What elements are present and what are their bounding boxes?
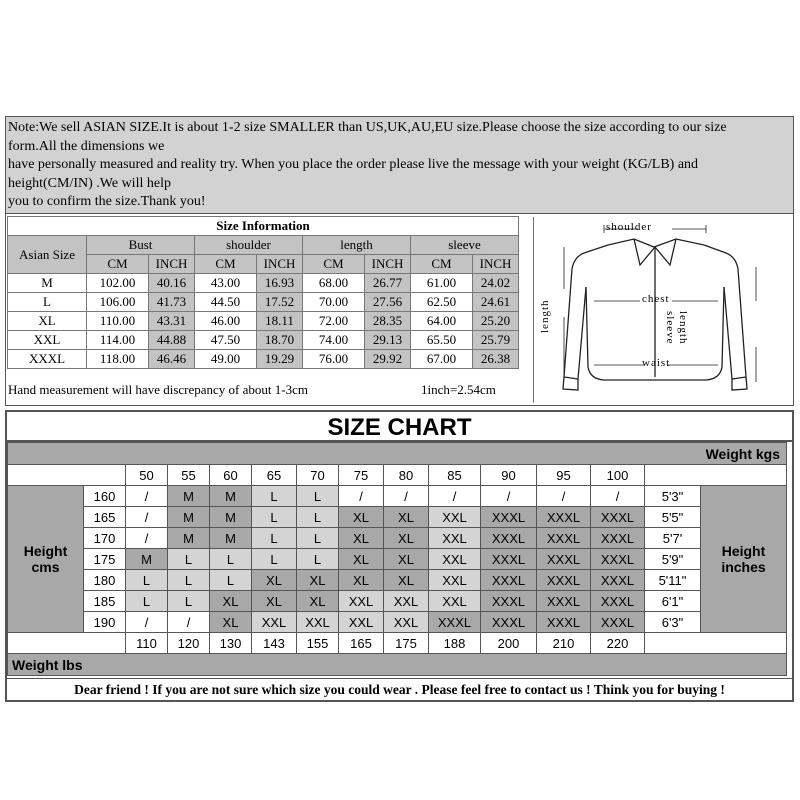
size-cell: /	[126, 486, 168, 507]
measure-value: 46.46	[149, 350, 195, 369]
weight-kg-header: 65	[252, 465, 297, 486]
size-cell: /	[126, 612, 168, 633]
size-cell: XL	[339, 528, 384, 549]
size-cell: M	[210, 486, 252, 507]
weight-kg-header: 95	[537, 465, 591, 486]
measure-value: 46.00	[195, 312, 257, 331]
measure-value: 19.29	[257, 350, 303, 369]
size-cell: XL	[297, 570, 339, 591]
size-cell: L	[252, 528, 297, 549]
measure-group-header: length	[303, 236, 411, 255]
measure-value: 44.50	[195, 293, 257, 312]
table-row	[8, 293, 519, 312]
weight-kg-header: 75	[339, 465, 384, 486]
size-cell: M	[168, 528, 210, 549]
size-cell: L	[168, 591, 210, 612]
weight-lb-header: 143	[252, 633, 297, 654]
size-cell: XXL	[429, 528, 481, 549]
size-cell: XXXL	[481, 528, 537, 549]
height-cms-label	[8, 486, 84, 633]
size-cell: /	[339, 486, 384, 507]
size-cell: XL	[210, 591, 252, 612]
weight-lb-header: 200	[481, 633, 537, 654]
height-inch-value: 5'11"	[645, 570, 701, 591]
empty-cell	[645, 465, 787, 486]
table-row	[8, 507, 787, 528]
measure-value: 17.52	[257, 293, 303, 312]
weight-kg-header: 90	[481, 465, 537, 486]
measure-value: 67.00	[411, 350, 473, 369]
height-cm-value: 180	[84, 570, 126, 591]
size-cell: XXXL	[591, 591, 645, 612]
size-cell: /	[384, 486, 429, 507]
size-cell: XXXL	[591, 549, 645, 570]
height-inch-value: 5'5"	[645, 507, 701, 528]
size-cell: XXXL	[537, 528, 591, 549]
measure-value: 24.02	[473, 274, 519, 293]
size-cell: M	[168, 507, 210, 528]
size-cell: XXXL	[591, 528, 645, 549]
size-cell: XXL	[384, 612, 429, 633]
size-chart	[5, 410, 794, 702]
note-line: you to confirm the size.Thank you!	[8, 194, 206, 209]
weight-lb-header: 110	[126, 633, 168, 654]
unit-header: CM	[411, 255, 473, 274]
measure-value: 65.50	[411, 331, 473, 350]
weight-lb-header: 155	[297, 633, 339, 654]
height-cms-text: cms	[31, 559, 60, 575]
size-cell: XL	[339, 507, 384, 528]
size-cell: XXXL	[481, 591, 537, 612]
size-cell: XL	[297, 591, 339, 612]
table-row	[8, 331, 519, 350]
unit-header: INCH	[257, 255, 303, 274]
weight-lbs-label: Weight lbs	[8, 654, 787, 676]
weight-kgs-label: Weight kgs	[8, 443, 787, 465]
size-cell: /	[429, 486, 481, 507]
size-cell: XXXL	[537, 507, 591, 528]
measure-value: 106.00	[87, 293, 149, 312]
size-cell: XXL	[384, 591, 429, 612]
size-cell: M	[210, 507, 252, 528]
size-cell: /	[126, 507, 168, 528]
size-cell: /	[537, 486, 591, 507]
size-cell: XXXL	[481, 507, 537, 528]
size-info-panel	[5, 116, 794, 406]
measure-value: 27.56	[365, 293, 411, 312]
size-cell: XXXL	[481, 549, 537, 570]
note-line: have personally measured and reality try. When you place the order please live the message with your weight (KG/LB) and	[8, 157, 699, 172]
size-cell: XXXL	[429, 612, 481, 633]
weight-kg-header: 80	[384, 465, 429, 486]
size-cell: L	[297, 528, 339, 549]
measure-value: 68.00	[303, 274, 365, 293]
size-cell: L	[126, 570, 168, 591]
weight-lb-header: 220	[591, 633, 645, 654]
measure-value: 49.00	[195, 350, 257, 369]
size-cell: L	[210, 549, 252, 570]
weight-kg-header: 70	[297, 465, 339, 486]
table-row	[8, 570, 787, 591]
height-inch-value: 5'7'	[645, 528, 701, 549]
weight-lb-header: 175	[384, 633, 429, 654]
measure-value: 18.70	[257, 331, 303, 350]
size-note	[6, 117, 793, 214]
measure-value: 28.35	[365, 312, 411, 331]
shirt-outline-icon	[534, 217, 792, 403]
size-cell: XXXL	[537, 591, 591, 612]
size-cell: XXXL	[591, 507, 645, 528]
size-cell: XL	[384, 570, 429, 591]
note-line: form.All the dimensions we	[8, 138, 165, 154]
table-row	[8, 591, 787, 612]
weight-kg-header: 85	[429, 465, 481, 486]
unit-header: INCH	[473, 255, 519, 274]
weight-kg-header: 55	[168, 465, 210, 486]
measure-value: 41.73	[149, 293, 195, 312]
height-inch-value: 6'1"	[645, 591, 701, 612]
size-cell: L	[252, 486, 297, 507]
note-line: Note:We sell ASIAN SIZE.It is about 1-2 size SMALLER than US,UK,AU,EU size.Please choose the size according to our size	[8, 120, 727, 135]
chest-label: chest	[642, 293, 670, 305]
shoulder-label: shoulder	[606, 221, 652, 233]
size-cell: XXL	[429, 591, 481, 612]
measure-value: 29.92	[365, 350, 411, 369]
height-cm-value: 185	[84, 591, 126, 612]
size-cell: M	[168, 486, 210, 507]
measure-value: 26.38	[473, 350, 519, 369]
measure-value: 64.00	[411, 312, 473, 331]
size-cell: L	[126, 591, 168, 612]
size-information-table	[7, 216, 519, 369]
height-inches-text: Height	[721, 543, 766, 559]
measure-value: 70.00	[303, 293, 365, 312]
height-inch-value: 5'9"	[645, 549, 701, 570]
height-inch-value: 6'3"	[645, 612, 701, 633]
weight-kg-header: 50	[126, 465, 168, 486]
size-chart-title: SIZE CHART	[7, 412, 792, 442]
size-cell: XXXL	[537, 612, 591, 633]
size-label: M	[8, 274, 87, 293]
size-cell: M	[210, 528, 252, 549]
size-label: XXL	[8, 331, 87, 350]
measure-value: 43.31	[149, 312, 195, 331]
sleeve-length-label: length	[677, 311, 689, 345]
shirt-measurement-diagram	[533, 217, 792, 403]
height-cm-value: 165	[84, 507, 126, 528]
size-cell: XXXL	[481, 612, 537, 633]
table-row	[8, 350, 519, 369]
height-inches-text: inches	[721, 559, 766, 575]
measure-group-header: shoulder	[195, 236, 303, 255]
size-cell: XXXL	[537, 549, 591, 570]
size-cell: /	[168, 612, 210, 633]
weight-lb-header: 165	[339, 633, 384, 654]
size-cell: XXL	[297, 612, 339, 633]
contact-footer: Dear friend ! If you are not sure which size you could wear . Please feel free to contact us ! Think you for buying !	[7, 678, 792, 701]
unit-header: CM	[87, 255, 149, 274]
measure-value: 43.00	[195, 274, 257, 293]
table-row	[8, 612, 787, 633]
measure-value: 29.13	[365, 331, 411, 350]
measure-value: 76.00	[303, 350, 365, 369]
table-row	[8, 274, 519, 293]
size-info-title: Size Information	[8, 217, 519, 236]
length-label: length	[539, 299, 551, 333]
size-cell: XXL	[252, 612, 297, 633]
height-cm-value: 170	[84, 528, 126, 549]
inch-conversion-note: 1inch=2.54cm	[421, 382, 496, 397]
table-row	[8, 549, 787, 570]
measure-value: 44.88	[149, 331, 195, 350]
measure-value: 25.20	[473, 312, 519, 331]
empty-cell	[8, 465, 126, 486]
weight-lb-header: 188	[429, 633, 481, 654]
measure-value: 74.00	[303, 331, 365, 350]
measure-value: 62.50	[411, 293, 473, 312]
weight-kg-header: 60	[210, 465, 252, 486]
size-cell: L	[252, 507, 297, 528]
size-cell: L	[252, 549, 297, 570]
measure-value: 114.00	[87, 331, 149, 350]
size-cell: XXXL	[591, 570, 645, 591]
measure-value: 26.77	[365, 274, 411, 293]
size-cell: XL	[210, 612, 252, 633]
asian-size-header: Asian Size	[8, 236, 87, 274]
measure-value: 18.11	[257, 312, 303, 331]
measure-value: 72.00	[303, 312, 365, 331]
size-cell: XXL	[429, 549, 481, 570]
measure-value: 25.79	[473, 331, 519, 350]
size-cell: XL	[339, 549, 384, 570]
unit-header: INCH	[149, 255, 195, 274]
size-cell: XL	[252, 570, 297, 591]
height-inch-value: 5'3"	[645, 486, 701, 507]
measure-value: 118.00	[87, 350, 149, 369]
measure-group-header: Bust	[87, 236, 195, 255]
measure-value: 110.00	[87, 312, 149, 331]
size-cell: /	[591, 486, 645, 507]
size-cell: XXXL	[591, 612, 645, 633]
weight-lb-header: 130	[210, 633, 252, 654]
waist-label: waist	[642, 357, 671, 369]
size-cell: /	[481, 486, 537, 507]
size-cell: XL	[384, 528, 429, 549]
size-cell: L	[297, 486, 339, 507]
size-cell: XL	[339, 570, 384, 591]
hand-measurement-note: Hand measurement will have discrepancy of about 1-3cm	[8, 382, 308, 397]
height-inches-label	[701, 486, 787, 633]
height-cm-value: 190	[84, 612, 126, 633]
size-cell: XXL	[429, 507, 481, 528]
size-cell: L	[168, 570, 210, 591]
size-cell: XL	[384, 549, 429, 570]
measure-value: 16.93	[257, 274, 303, 293]
size-cell: XL	[384, 507, 429, 528]
sleeve-label: sleeve	[664, 311, 676, 345]
size-label: L	[8, 293, 87, 312]
unit-header: INCH	[365, 255, 411, 274]
empty-cell	[8, 633, 126, 654]
size-cell: /	[126, 528, 168, 549]
weight-kg-header: 100	[591, 465, 645, 486]
measure-value: 102.00	[87, 274, 149, 293]
note-line: height(CM/IN) .We will help	[8, 175, 171, 191]
table-row	[8, 312, 519, 331]
size-cell: L	[210, 570, 252, 591]
size-cell: XXXL	[537, 570, 591, 591]
height-cm-value: 175	[84, 549, 126, 570]
empty-cell	[645, 633, 787, 654]
measure-value: 47.50	[195, 331, 257, 350]
size-cell: M	[126, 549, 168, 570]
size-cell: XXL	[429, 570, 481, 591]
size-cell: L	[297, 507, 339, 528]
size-cell: XXL	[339, 591, 384, 612]
size-cell: L	[297, 549, 339, 570]
height-cms-text: Height	[23, 543, 68, 559]
table-row	[8, 486, 787, 507]
size-cell: XL	[252, 591, 297, 612]
size-cell: L	[168, 549, 210, 570]
unit-header: CM	[303, 255, 365, 274]
table-row	[8, 528, 787, 549]
height-cm-value: 160	[84, 486, 126, 507]
measure-value: 40.16	[149, 274, 195, 293]
measure-value: 61.00	[411, 274, 473, 293]
unit-header: CM	[195, 255, 257, 274]
size-label: XXXL	[8, 350, 87, 369]
weight-lb-header: 120	[168, 633, 210, 654]
measure-value: 24.61	[473, 293, 519, 312]
size-chart-grid	[7, 442, 787, 676]
size-cell: XXXL	[481, 570, 537, 591]
size-cell: XXL	[339, 612, 384, 633]
measure-group-header: sleeve	[411, 236, 519, 255]
size-label: XL	[8, 312, 87, 331]
measurement-note	[8, 382, 528, 398]
weight-lb-header: 210	[537, 633, 591, 654]
